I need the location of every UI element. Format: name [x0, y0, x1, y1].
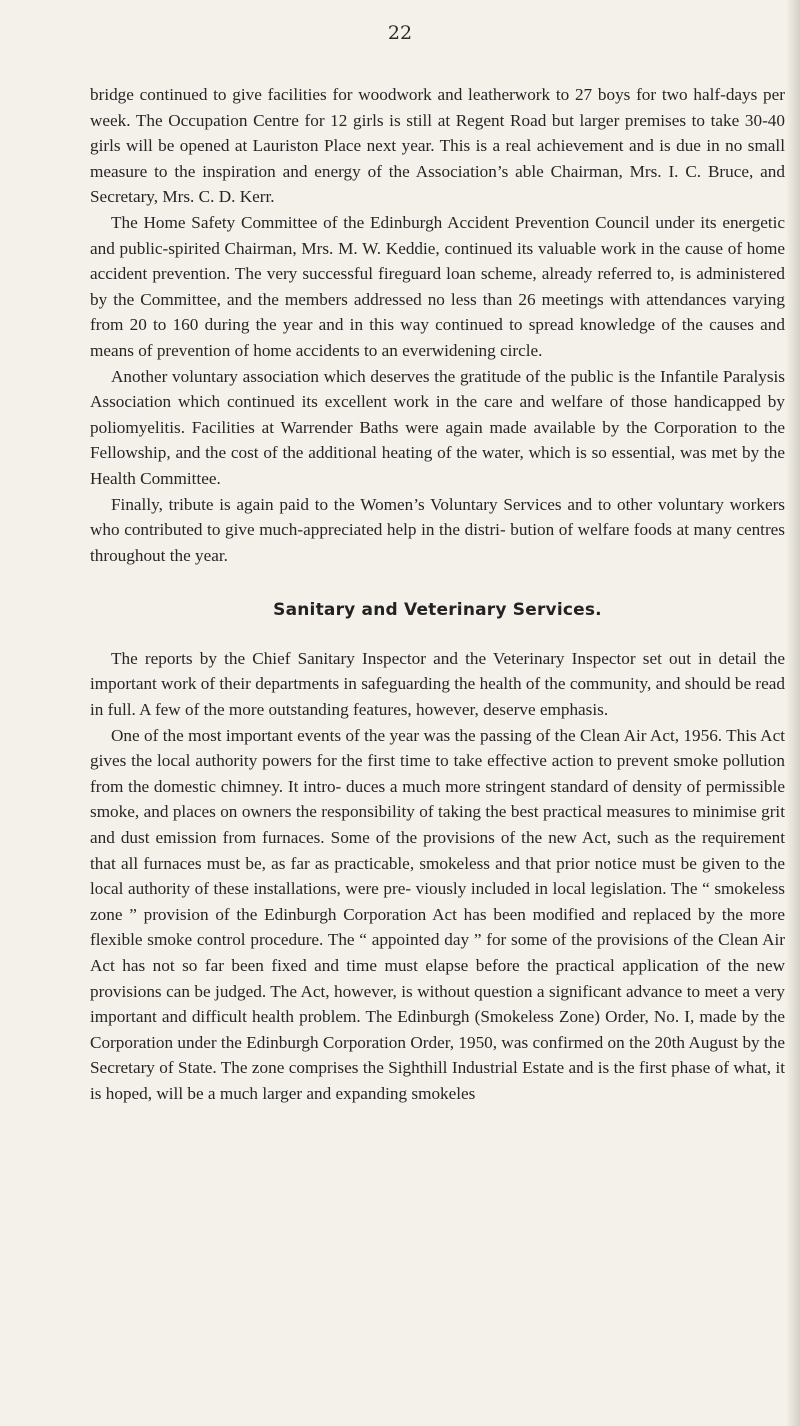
paragraph-womens-voluntary-services: Finally, tribute is again paid to the Women’s Voluntary Services and to other voluntary workers who contributed to give much-appreciated help in the distri- bution of welfare foods at many centres throughout the year.: [90, 494, 785, 565]
page-edge-shadow: [786, 0, 800, 1426]
body-text: [90, 82, 785, 1107]
paragraph-infantile-paralysis: Another voluntary association which deserves the gratitude of the public is the Infantile Paralysis Association which continued its excellent work in the care and welfare of those handicapped by poliomyelitis. Facilities at Warrender Baths were again made available by the Corporation to the Fellowship, and the cost of the additional heating of the water, which is so essential, was met by the Health Committee.: [90, 366, 785, 488]
paragraph-inspector-reports: The reports by the Chief Sanitary Inspector and the Veterinary Inspector set out in detail the important work of their departments in safeguarding the health of the community, and should be read in full. A few of the more outstanding features, however, deserve emphasis.: [90, 648, 785, 720]
section-heading: Sanitary and Veterinary Services.: [273, 600, 602, 621]
page-number: 22: [387, 22, 413, 44]
paragraph-occupation-centre: bridge continued to give facilities for woodwork and leatherwork to 27 boys for two half-days per week. The Occupation Centre for 12 girls is still at Regent Road but larger premises to take 30-40 girls will be opened at Lauriston Place next year. This is a real achievement and is due in no small measure to the inspiration and energy of the Association’s able Chairman, Mrs. I. C. Bruce, and Secretary, Mrs. C. D. Kerr.: [90, 85, 785, 207]
paragraph-clean-air-act: One of the most important events of the year was the passing of the Clean Air Act, 1956. This Act gives the local authority powers for the first time to take effective action to prevent smoke pollution from the domestic chimney. It intro- duces a much more stringent standard of density of permissible smoke, and places on owners the responsibility of taking the best practical measures to minimise grit and dust emission from furnaces. Some of the provisions of the new Act, such as the requirement that all furnaces must be, as far as practicable, smokeless and that prior notice must be given to the local authority of these installations, were pre- viously included in local legislation. The “ smokeless zone ” provision of the Edinburgh Corporation Act has been modified and replaced by the more flexible smoke control procedure. The “ appointed day ” for some of the provisions of the Clean Air Act has not so far been fixed and time must elapse before the practical application of the new provisions can be judged. The Act, however, is without question a significant advance to meet a very important and difficult health problem. The Edinburgh (Smokeless Zone) Order, No. I, made by the Corporation under the Edinburgh Corporation Order, 1950, was confirmed on the 20th August by the Secretary of State. The zone comprises the Sighthill Industrial Estate and is the first phase of what, it is hoped, will be a much larger and expanding smokeles: [90, 725, 785, 1103]
paragraph-home-safety: The Home Safety Committee of the Edinburgh Accident Prevention Council under its energetic and public-spirited Chairman, Mrs. M. W. Keddie, continued its valuable work in the cause of home accident prevention. The very successful fireguard loan scheme, already referred to, is administered by the Committee, and the members addressed no less than 26 meetings with attendances varying from 20 to 160 during the year and in this way continued to spread knowledge of the causes and means of prevention of home accidents to an everwidening circle.: [90, 212, 785, 360]
